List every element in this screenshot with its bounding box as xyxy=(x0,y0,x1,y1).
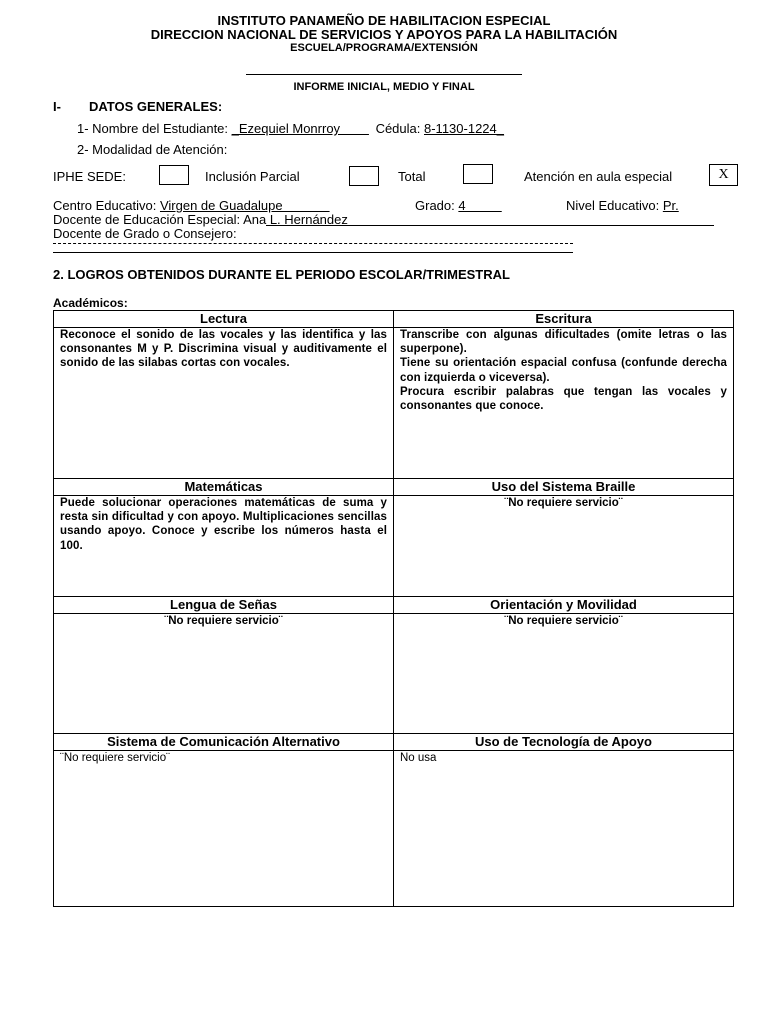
grado-label: Grado: xyxy=(415,198,455,213)
docente-especial-label: Docente de Educación Especial: xyxy=(53,212,241,227)
student-name-row xyxy=(77,121,504,136)
escritura-content xyxy=(394,328,734,479)
iphe-sede-checkbox[interactable] xyxy=(159,165,189,185)
docente-especial-underline xyxy=(266,225,714,226)
orientacion-header: Orientación y Movilidad xyxy=(394,597,734,614)
inclusion-parcial-label: Inclusión Parcial xyxy=(205,169,300,184)
nivel-label: Nivel Educativo: xyxy=(566,198,660,213)
matematicas-content: Puede solucionar operaciones matemáticas de suma y resta sin dificultad y con apoyo. Multiplicaciones sencillas usando apoyo. Conoce y escribe los números hasta el 100. xyxy=(54,496,394,597)
escritura-paragraph-3: Procura escribir palabras que tengan las vocales y consonantes que conoce. xyxy=(400,385,727,413)
institution-title: INSTITUTO PANAMEÑO DE HABILITACION ESPECIAL xyxy=(217,13,551,28)
inclusion-parcial-checkbox[interactable] xyxy=(349,166,379,186)
checkbox-x-mark: X xyxy=(718,167,729,182)
modalidad-label: 2- Modalidad de Atención: xyxy=(77,142,228,157)
docente-grado-dashed-line xyxy=(53,243,573,244)
docente-grado-underline xyxy=(53,252,573,253)
total-label: Total xyxy=(398,169,426,184)
senas-header: Lengua de Señas xyxy=(54,597,394,614)
grado-value: 4 xyxy=(458,198,502,213)
escritura-header: Escritura xyxy=(394,311,734,328)
lectura-content: Reconoce el sonido de las vocales y las identifica y las consonantes M y P. Discrimina visual y auditivamente el sonido de las silabas cortas con vocales. xyxy=(54,328,394,479)
cedula-label: Cédula: xyxy=(375,121,421,136)
centro-value: Virgen de Guadalupe xyxy=(159,198,330,213)
escritura-paragraph-2: Tiene su orientación espacial confusa (confunde derecha con izquierda o viceversa). xyxy=(400,357,727,384)
direction-title: DIRECCION NACIONAL DE SERVICIOS Y APOYOS PARA LA HABILITACIÓN xyxy=(150,27,618,42)
school-program-label: ESCUELA/PROGRAMA/EXTENSIÓN xyxy=(290,42,478,54)
section1-number: I- xyxy=(53,99,61,114)
report-title: INFORME INICIAL, MEDIO Y FINAL xyxy=(293,81,475,93)
comunicacion-content: ¨No requiere servicio¨ xyxy=(54,751,394,907)
nivel-value: Pr. xyxy=(662,198,679,213)
lectura-header: Lectura xyxy=(54,311,394,328)
grado-row xyxy=(415,198,502,213)
docente-especial-value: Ana L. Hernández xyxy=(240,212,348,227)
matematicas-header: Matemáticas xyxy=(54,479,394,496)
nivel-row xyxy=(566,198,679,213)
iphe-sede-label: IPHE SEDE: xyxy=(53,169,126,184)
docente-grado-label: Docente de Grado o Consejero: xyxy=(53,226,237,241)
total-checkbox[interactable] xyxy=(463,164,493,184)
header-divider xyxy=(246,74,522,75)
cedula-value: 8-1130-1224_ xyxy=(424,121,504,136)
tecnologia-header: Uso de Tecnología de Apoyo xyxy=(394,734,734,751)
senas-content: ¨No requiere servicio¨ xyxy=(54,614,394,734)
tecnologia-content: No usa xyxy=(394,751,734,907)
achievements-table xyxy=(53,310,734,907)
section2-title: 2. LOGROS OBTENIDOS DURANTE EL PERIODO ESCOLAR/TRIMESTRAL xyxy=(53,267,510,282)
orientacion-content: ¨No requiere servicio¨ xyxy=(394,614,734,734)
aula-especial-checkbox[interactable] xyxy=(709,164,738,186)
braille-content: ¨No requiere servicio¨ xyxy=(394,496,734,597)
braille-header: Uso del Sistema Braille xyxy=(394,479,734,496)
escritura-paragraph-1: Transcribe con algunas dificultades (omite letras o las superpone). xyxy=(400,329,727,356)
student-name-label: 1- Nombre del Estudiante: xyxy=(77,121,229,136)
section1-title: DATOS GENERALES: xyxy=(89,99,223,114)
aula-especial-label: Atención en aula especial xyxy=(524,169,673,184)
comunicacion-header: Sistema de Comunicación Alternativo xyxy=(54,734,394,751)
academicos-label: Académicos: xyxy=(53,296,128,310)
student-name-value: _Ezequiel Monrroy xyxy=(231,121,369,136)
centro-educativo-row xyxy=(53,198,330,213)
centro-label: Centro Educativo: xyxy=(53,198,157,213)
